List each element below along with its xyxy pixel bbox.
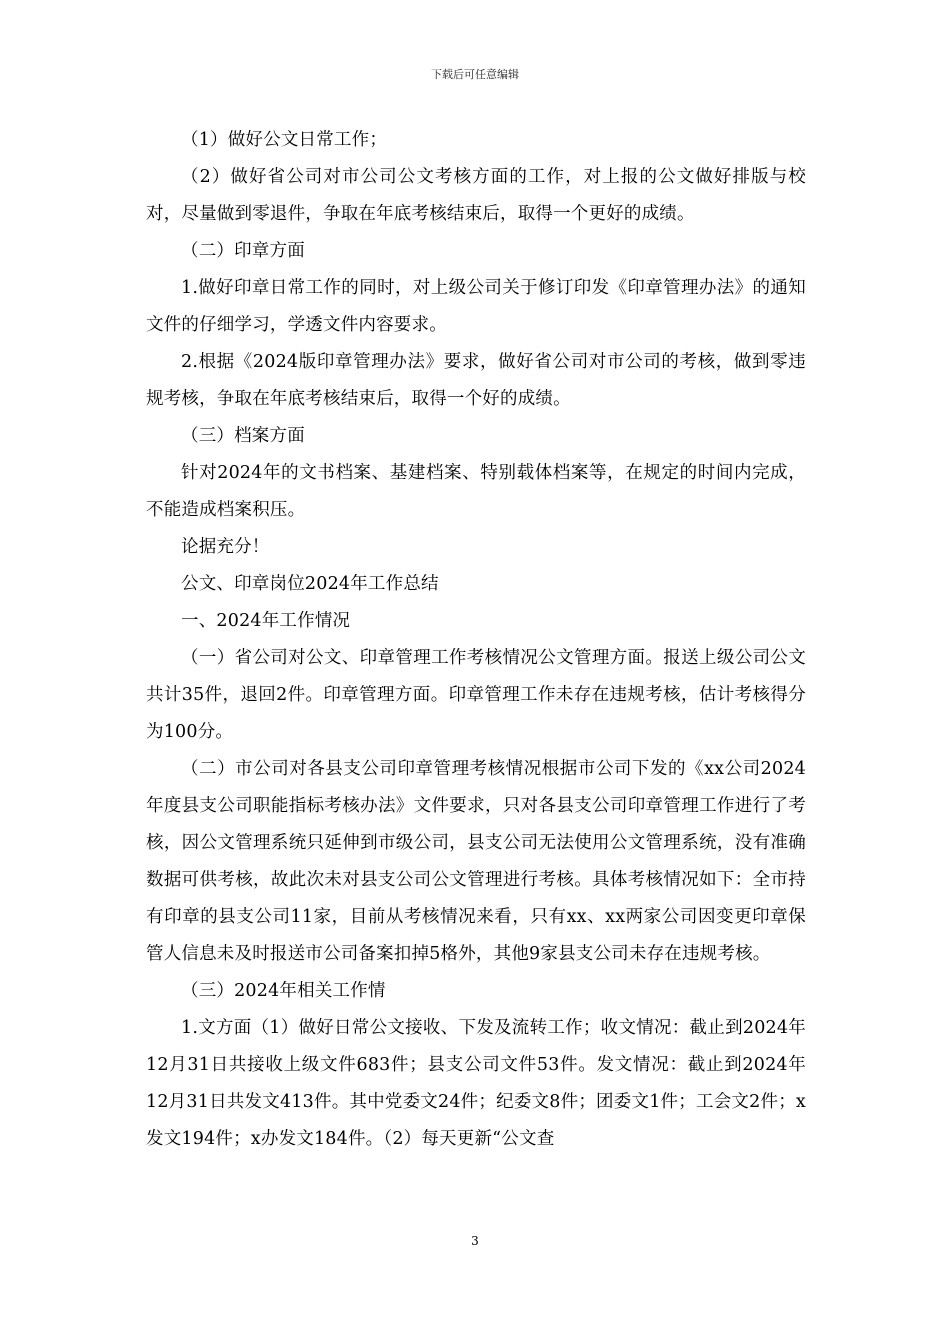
paragraph: 针对2024年的文书档案、基建档案、特别载体档案等，在规定的时间内完成，不能造成档案积压。 bbox=[146, 463, 806, 520]
document-body bbox=[146, 122, 806, 1158]
section-heading: 一、2024年工作情况 bbox=[181, 611, 351, 631]
paragraph: （1）做好公文日常工作； bbox=[181, 130, 388, 150]
page-number: 3 bbox=[471, 1234, 479, 1248]
page-header-note: 下载后可任意编辑 bbox=[431, 68, 519, 81]
paragraph: 1.文方面（1）做好日常公文接收、下发及流转工作；收文情况：截止到2024年12月31日共接收上级文件683件；县支公司文件53件。发文情况：截止到2024年12月31日共发文413件。其中党委文24件；纪委文8件；团委文1件；工会文2件；x发文194件；x办发文184件。（2）每天更新“公文查 bbox=[146, 1018, 806, 1149]
paragraph: 2.根据《2024版印章管理办法》要求，做好省公司对市公司的考核，做到零违规考核，争取在年底考核结束后，取得一个好的成绩。 bbox=[146, 352, 806, 409]
paragraph: （2）做好省公司对市公司公文考核方面的工作，对上报的公文做好排版与校对，尽量做到零退件，争取在年底考核结束后，取得一个更好的成绩。 bbox=[146, 167, 806, 224]
paragraph: 1.做好印章日常工作的同时，对上级公司关于修订印发《印章管理办法》的通知文件的仔细学习，学透文件内容要求。 bbox=[146, 278, 806, 335]
section-heading: （三）2024年相关工作情 bbox=[181, 981, 386, 1001]
paragraph: （二）市公司对各县支公司印章管理考核情况根据市公司下发的《xx公司2024年度县支公司职能指标考核办法》文件要求，只对各县支公司印章管理工作进行了考核，因公文管理系统只延伸到市级公司，县支公司无法使用公文管理系统，没有准确数据可供考核，故此次未对县支公司公文管理进行考核。具体考核情况如下：全市持有印章的县支公司11家，目前从考核情况来看，只有xx、xx两家公司因变更印章保管人信息未及时报送市公司备案扣掉5格外，其他9家县支公司未存在违规考核。 bbox=[146, 759, 806, 964]
document-title: 公文、印章岗位2024年工作总结 bbox=[181, 574, 439, 594]
paragraph: 论据充分！ bbox=[181, 537, 270, 557]
section-heading: （二）印章方面 bbox=[181, 241, 305, 261]
section-heading: （三）档案方面 bbox=[181, 426, 305, 446]
paragraph: （一）省公司对公文、印章管理工作考核情况公文管理方面。报送上级公司公文共计35件，退回2件。印章管理方面。印章管理工作未存在违规考核，估计考核得分为100分。 bbox=[146, 648, 806, 742]
